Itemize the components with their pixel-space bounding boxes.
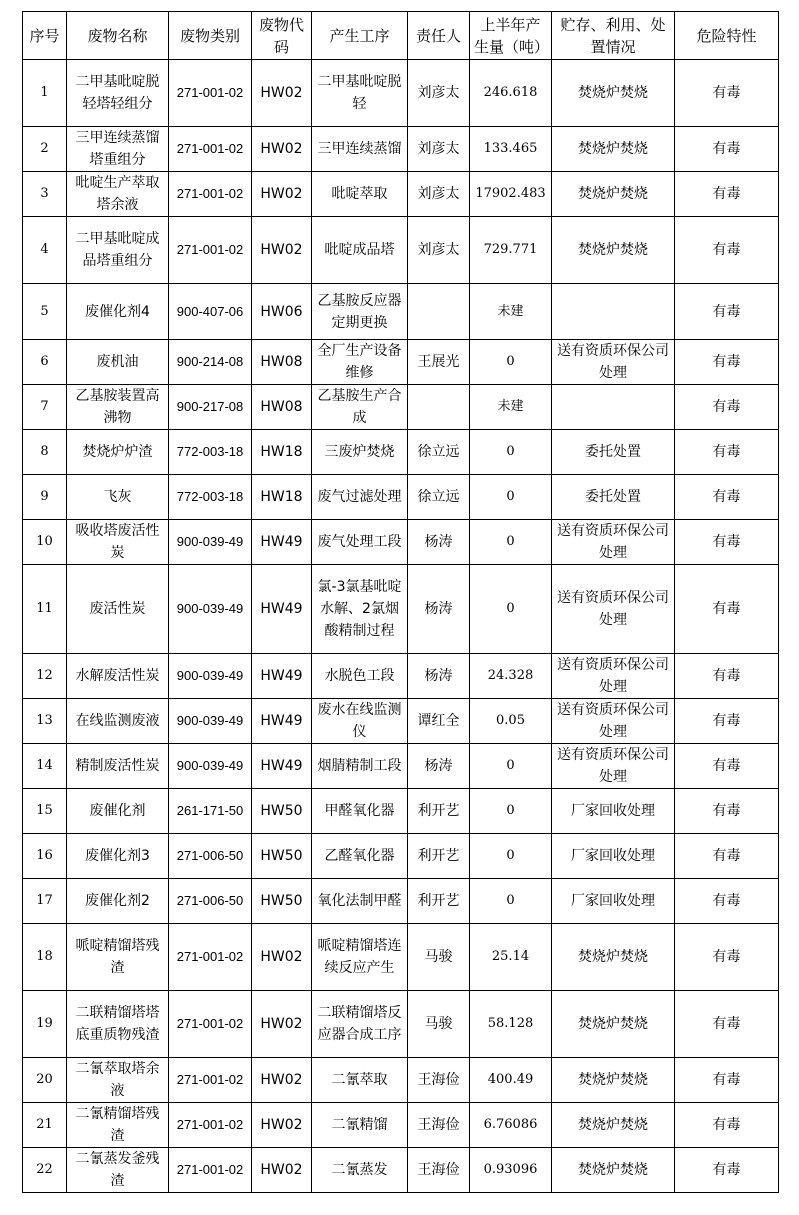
cell-production-amount: 0 bbox=[470, 879, 552, 924]
cell-waste-category: 271-001-02 bbox=[169, 1103, 252, 1148]
cell-process-step: 三甲连续蒸馏 bbox=[312, 127, 408, 172]
cell-waste-name: 废催化剂4 bbox=[67, 284, 169, 340]
header-responsible-person: 责任人 bbox=[408, 12, 470, 60]
cell-responsible-person: 杨涛 bbox=[408, 520, 470, 565]
cell-waste-category: 900-039-49 bbox=[169, 744, 252, 789]
cell-waste-name: 废催化剂 bbox=[67, 789, 169, 834]
cell-row-index: 9 bbox=[23, 475, 67, 520]
table-row bbox=[23, 699, 779, 744]
cell-waste-name: 废活性炭 bbox=[67, 565, 169, 654]
table-row bbox=[23, 430, 779, 475]
cell-responsible-person: 徐立远 bbox=[408, 475, 470, 520]
cell-waste-code: HW08 bbox=[252, 385, 312, 430]
cell-row-index: 17 bbox=[23, 879, 67, 924]
cell-responsible-person: 刘彦太 bbox=[408, 172, 470, 217]
cell-hazard-property: 有毒 bbox=[675, 430, 779, 475]
cell-waste-code: HW02 bbox=[252, 991, 312, 1058]
cell-production-amount: 0 bbox=[470, 520, 552, 565]
cell-production-amount: 133.465 bbox=[470, 127, 552, 172]
cell-waste-code: HW06 bbox=[252, 284, 312, 340]
cell-disposal-method: 送有资质环保公司处理 bbox=[552, 340, 675, 385]
cell-waste-code: HW49 bbox=[252, 744, 312, 789]
cell-row-index: 4 bbox=[23, 217, 67, 284]
cell-responsible-person: 利开艺 bbox=[408, 789, 470, 834]
cell-waste-category: 271-001-02 bbox=[169, 60, 252, 127]
cell-waste-code: HW02 bbox=[252, 1058, 312, 1103]
cell-process-step: 废气过滤处理 bbox=[312, 475, 408, 520]
table-row bbox=[23, 1148, 779, 1193]
table-row bbox=[23, 565, 779, 654]
cell-hazard-property: 有毒 bbox=[675, 834, 779, 879]
cell-process-step: 二氰精馏 bbox=[312, 1103, 408, 1148]
cell-disposal-method: 焚烧炉焚烧 bbox=[552, 127, 675, 172]
table-row bbox=[23, 924, 779, 991]
cell-waste-code: HW50 bbox=[252, 789, 312, 834]
cell-process-step: 哌啶精馏塔连续反应产生 bbox=[312, 924, 408, 991]
cell-disposal-method: 送有资质环保公司处理 bbox=[552, 744, 675, 789]
cell-waste-category: 900-039-49 bbox=[169, 520, 252, 565]
cell-responsible-person bbox=[408, 385, 470, 430]
cell-row-index: 6 bbox=[23, 340, 67, 385]
cell-hazard-property: 有毒 bbox=[675, 924, 779, 991]
cell-production-amount: 0 bbox=[470, 340, 552, 385]
cell-waste-category: 271-001-02 bbox=[169, 924, 252, 991]
cell-waste-name: 精制废活性炭 bbox=[67, 744, 169, 789]
cell-waste-category: 271-006-50 bbox=[169, 834, 252, 879]
cell-responsible-person: 王海俭 bbox=[408, 1148, 470, 1193]
cell-responsible-person: 王海俭 bbox=[408, 1103, 470, 1148]
cell-responsible-person: 马骏 bbox=[408, 991, 470, 1058]
cell-waste-name: 废催化剂2 bbox=[67, 879, 169, 924]
cell-responsible-person: 王海俭 bbox=[408, 1058, 470, 1103]
cell-responsible-person: 刘彦太 bbox=[408, 217, 470, 284]
cell-production-amount: 17902.483 bbox=[470, 172, 552, 217]
cell-waste-category: 900-214-08 bbox=[169, 340, 252, 385]
cell-responsible-person: 利开艺 bbox=[408, 834, 470, 879]
cell-production-amount: 0.93096 bbox=[470, 1148, 552, 1193]
cell-process-step: 三废炉焚烧 bbox=[312, 430, 408, 475]
cell-hazard-property: 有毒 bbox=[675, 385, 779, 430]
cell-waste-code: HW49 bbox=[252, 565, 312, 654]
cell-disposal-method: 委托处置 bbox=[552, 430, 675, 475]
cell-process-step: 乙醛氧化器 bbox=[312, 834, 408, 879]
cell-waste-name: 哌啶精馏塔残渣 bbox=[67, 924, 169, 991]
header-row-index: 序号 bbox=[23, 12, 67, 60]
cell-waste-code: HW50 bbox=[252, 834, 312, 879]
cell-row-index: 20 bbox=[23, 1058, 67, 1103]
cell-waste-code: HW18 bbox=[252, 475, 312, 520]
cell-row-index: 7 bbox=[23, 385, 67, 430]
table-row bbox=[23, 385, 779, 430]
document-page bbox=[22, 11, 779, 1193]
table-row bbox=[23, 1103, 779, 1148]
cell-waste-name: 在线监测废液 bbox=[67, 699, 169, 744]
cell-hazard-property: 有毒 bbox=[675, 172, 779, 217]
cell-disposal-method: 焚烧炉焚烧 bbox=[552, 1058, 675, 1103]
header-disposal-method: 贮存、利用、处置情况 bbox=[552, 12, 675, 60]
cell-production-amount: 58.128 bbox=[470, 991, 552, 1058]
cell-waste-name: 吸收塔废活性炭 bbox=[67, 520, 169, 565]
cell-production-amount: 0.05 bbox=[470, 699, 552, 744]
cell-waste-code: HW49 bbox=[252, 520, 312, 565]
cell-disposal-method: 送有资质环保公司处理 bbox=[552, 699, 675, 744]
table-row bbox=[23, 789, 779, 834]
cell-production-amount: 0 bbox=[470, 565, 552, 654]
cell-hazard-property: 有毒 bbox=[675, 1103, 779, 1148]
cell-production-amount: 0 bbox=[470, 744, 552, 789]
table-row bbox=[23, 475, 779, 520]
cell-disposal-method: 厂家回收处理 bbox=[552, 789, 675, 834]
cell-process-step: 水脱色工段 bbox=[312, 654, 408, 699]
table-row bbox=[23, 172, 779, 217]
cell-production-amount: 0 bbox=[470, 789, 552, 834]
cell-waste-code: HW50 bbox=[252, 879, 312, 924]
cell-disposal-method: 焚烧炉焚烧 bbox=[552, 217, 675, 284]
cell-waste-name: 二联精馏塔塔底重质物残渣 bbox=[67, 991, 169, 1058]
cell-hazard-property: 有毒 bbox=[675, 1058, 779, 1103]
cell-row-index: 19 bbox=[23, 991, 67, 1058]
cell-waste-category: 900-039-49 bbox=[169, 699, 252, 744]
cell-waste-category: 772-003-18 bbox=[169, 475, 252, 520]
cell-waste-code: HW08 bbox=[252, 340, 312, 385]
cell-waste-name: 二氰萃取塔余液 bbox=[67, 1058, 169, 1103]
table-row bbox=[23, 217, 779, 284]
cell-hazard-property: 有毒 bbox=[675, 879, 779, 924]
header-hazard-property: 危险特性 bbox=[675, 12, 779, 60]
cell-row-index: 2 bbox=[23, 127, 67, 172]
cell-process-step: 乙基胺反应器定期更换 bbox=[312, 284, 408, 340]
cell-production-amount: 未建 bbox=[470, 385, 552, 430]
cell-process-step: 二联精馏塔反应器合成工序 bbox=[312, 991, 408, 1058]
cell-waste-name: 二甲基吡啶成品塔重组分 bbox=[67, 217, 169, 284]
cell-waste-category: 271-001-02 bbox=[169, 991, 252, 1058]
table-row bbox=[23, 127, 779, 172]
table-row bbox=[23, 520, 779, 565]
cell-production-amount: 0 bbox=[470, 834, 552, 879]
cell-row-index: 13 bbox=[23, 699, 67, 744]
cell-row-index: 22 bbox=[23, 1148, 67, 1193]
header-process-step: 产生工序 bbox=[312, 12, 408, 60]
cell-waste-category: 261-171-50 bbox=[169, 789, 252, 834]
cell-disposal-method bbox=[552, 385, 675, 430]
cell-process-step: 全厂生产设备维修 bbox=[312, 340, 408, 385]
cell-process-step: 二氰蒸发 bbox=[312, 1148, 408, 1193]
cell-waste-code: HW49 bbox=[252, 699, 312, 744]
cell-production-amount: 25.14 bbox=[470, 924, 552, 991]
cell-waste-category: 271-001-02 bbox=[169, 172, 252, 217]
cell-disposal-method: 送有资质环保公司处理 bbox=[552, 654, 675, 699]
cell-process-step: 烟腈精制工段 bbox=[312, 744, 408, 789]
cell-hazard-property: 有毒 bbox=[675, 654, 779, 699]
cell-hazard-property: 有毒 bbox=[675, 565, 779, 654]
cell-responsible-person bbox=[408, 284, 470, 340]
cell-hazard-property: 有毒 bbox=[675, 520, 779, 565]
cell-disposal-method: 厂家回收处理 bbox=[552, 879, 675, 924]
cell-row-index: 15 bbox=[23, 789, 67, 834]
cell-waste-code: HW49 bbox=[252, 654, 312, 699]
cell-process-step: 废水在线监测仪 bbox=[312, 699, 408, 744]
cell-waste-name: 二氰精馏塔残渣 bbox=[67, 1103, 169, 1148]
table-row bbox=[23, 284, 779, 340]
cell-responsible-person: 刘彦太 bbox=[408, 127, 470, 172]
cell-process-step: 吡啶成品塔 bbox=[312, 217, 408, 284]
cell-process-step: 废气处理工段 bbox=[312, 520, 408, 565]
table-header-row bbox=[23, 12, 779, 60]
cell-waste-code: HW02 bbox=[252, 217, 312, 284]
cell-responsible-person: 杨涛 bbox=[408, 654, 470, 699]
cell-waste-category: 900-039-49 bbox=[169, 654, 252, 699]
cell-waste-name: 二甲基吡啶脱轻塔轻组分 bbox=[67, 60, 169, 127]
cell-process-step: 吡啶萃取 bbox=[312, 172, 408, 217]
cell-waste-category: 900-039-49 bbox=[169, 565, 252, 654]
cell-waste-code: HW02 bbox=[252, 1103, 312, 1148]
cell-hazard-property: 有毒 bbox=[675, 789, 779, 834]
cell-waste-name: 飞灰 bbox=[67, 475, 169, 520]
cell-waste-category: 900-217-08 bbox=[169, 385, 252, 430]
header-waste-name: 废物名称 bbox=[67, 12, 169, 60]
cell-disposal-method: 焚烧炉焚烧 bbox=[552, 1148, 675, 1193]
cell-responsible-person: 马骏 bbox=[408, 924, 470, 991]
cell-row-index: 1 bbox=[23, 60, 67, 127]
cell-waste-name: 焚烧炉炉渣 bbox=[67, 430, 169, 475]
cell-waste-category: 271-001-02 bbox=[169, 127, 252, 172]
cell-production-amount: 24.328 bbox=[470, 654, 552, 699]
cell-disposal-method: 送有资质环保公司处理 bbox=[552, 520, 675, 565]
cell-hazard-property: 有毒 bbox=[675, 991, 779, 1058]
cell-row-index: 3 bbox=[23, 172, 67, 217]
cell-disposal-method: 委托处置 bbox=[552, 475, 675, 520]
cell-waste-name: 废机油 bbox=[67, 340, 169, 385]
cell-row-index: 5 bbox=[23, 284, 67, 340]
cell-production-amount: 未建 bbox=[470, 284, 552, 340]
cell-waste-category: 271-006-50 bbox=[169, 879, 252, 924]
cell-production-amount: 6.76086 bbox=[470, 1103, 552, 1148]
cell-responsible-person: 刘彦太 bbox=[408, 60, 470, 127]
cell-waste-code: HW02 bbox=[252, 172, 312, 217]
cell-responsible-person: 王展光 bbox=[408, 340, 470, 385]
cell-hazard-property: 有毒 bbox=[675, 1148, 779, 1193]
cell-waste-name: 二氰蒸发釜残渣 bbox=[67, 1148, 169, 1193]
cell-waste-name: 废催化剂3 bbox=[67, 834, 169, 879]
cell-process-step: 氯-3氯基吡啶水解、2氯烟酸精制过程 bbox=[312, 565, 408, 654]
cell-row-index: 14 bbox=[23, 744, 67, 789]
cell-waste-code: HW02 bbox=[252, 924, 312, 991]
cell-waste-category: 271-001-02 bbox=[169, 1148, 252, 1193]
header-waste-category: 废物类别 bbox=[169, 12, 252, 60]
cell-process-step: 二甲基吡啶脱轻 bbox=[312, 60, 408, 127]
cell-waste-code: HW02 bbox=[252, 1148, 312, 1193]
cell-hazard-property: 有毒 bbox=[675, 127, 779, 172]
cell-row-index: 18 bbox=[23, 924, 67, 991]
cell-row-index: 8 bbox=[23, 430, 67, 475]
header-waste-code: 废物代码 bbox=[252, 12, 312, 60]
cell-disposal-method: 焚烧炉焚烧 bbox=[552, 1103, 675, 1148]
cell-disposal-method: 送有资质环保公司处理 bbox=[552, 565, 675, 654]
cell-waste-category: 772-003-18 bbox=[169, 430, 252, 475]
cell-hazard-property: 有毒 bbox=[675, 284, 779, 340]
cell-row-index: 12 bbox=[23, 654, 67, 699]
cell-hazard-property: 有毒 bbox=[675, 475, 779, 520]
cell-waste-name: 三甲连续蒸馏塔重组分 bbox=[67, 127, 169, 172]
table-row bbox=[23, 744, 779, 789]
table-row bbox=[23, 340, 779, 385]
cell-waste-name: 水解废活性炭 bbox=[67, 654, 169, 699]
cell-hazard-property: 有毒 bbox=[675, 60, 779, 127]
cell-production-amount: 729.771 bbox=[470, 217, 552, 284]
cell-disposal-method: 焚烧炉焚烧 bbox=[552, 924, 675, 991]
cell-waste-name: 吡啶生产萃取塔余液 bbox=[67, 172, 169, 217]
cell-row-index: 11 bbox=[23, 565, 67, 654]
cell-hazard-property: 有毒 bbox=[675, 340, 779, 385]
cell-row-index: 16 bbox=[23, 834, 67, 879]
cell-disposal-method: 焚烧炉焚烧 bbox=[552, 172, 675, 217]
cell-row-index: 10 bbox=[23, 520, 67, 565]
cell-responsible-person: 杨涛 bbox=[408, 565, 470, 654]
cell-hazard-property: 有毒 bbox=[675, 217, 779, 284]
cell-responsible-person: 谭红全 bbox=[408, 699, 470, 744]
cell-production-amount: 246.618 bbox=[470, 60, 552, 127]
table-row bbox=[23, 1058, 779, 1103]
cell-waste-code: HW18 bbox=[252, 430, 312, 475]
cell-responsible-person: 徐立远 bbox=[408, 430, 470, 475]
cell-process-step: 乙基胺生产合成 bbox=[312, 385, 408, 430]
cell-hazard-property: 有毒 bbox=[675, 744, 779, 789]
cell-waste-code: HW02 bbox=[252, 127, 312, 172]
table-row bbox=[23, 60, 779, 127]
cell-disposal-method bbox=[552, 284, 675, 340]
cell-production-amount: 0 bbox=[470, 430, 552, 475]
header-production-amount: 上半年产生量（吨） bbox=[470, 12, 552, 60]
table-body bbox=[23, 60, 779, 1193]
cell-row-index: 21 bbox=[23, 1103, 67, 1148]
cell-waste-code: HW02 bbox=[252, 60, 312, 127]
cell-disposal-method: 焚烧炉焚烧 bbox=[552, 60, 675, 127]
cell-waste-category: 271-001-02 bbox=[169, 217, 252, 284]
cell-waste-category: 900-407-06 bbox=[169, 284, 252, 340]
hazardous-waste-table bbox=[22, 11, 779, 1193]
table-row bbox=[23, 834, 779, 879]
cell-responsible-person: 利开艺 bbox=[408, 879, 470, 924]
cell-disposal-method: 焚烧炉焚烧 bbox=[552, 991, 675, 1058]
cell-responsible-person: 杨涛 bbox=[408, 744, 470, 789]
cell-process-step: 二氰萃取 bbox=[312, 1058, 408, 1103]
table-row bbox=[23, 654, 779, 699]
cell-hazard-property: 有毒 bbox=[675, 699, 779, 744]
cell-disposal-method: 厂家回收处理 bbox=[552, 834, 675, 879]
cell-process-step: 氧化法制甲醛 bbox=[312, 879, 408, 924]
cell-waste-name: 乙基胺装置高沸物 bbox=[67, 385, 169, 430]
table-row bbox=[23, 879, 779, 924]
cell-production-amount: 0 bbox=[470, 475, 552, 520]
cell-process-step: 甲醛氧化器 bbox=[312, 789, 408, 834]
cell-production-amount: 400.49 bbox=[470, 1058, 552, 1103]
table-row bbox=[23, 991, 779, 1058]
cell-waste-category: 271-001-02 bbox=[169, 1058, 252, 1103]
